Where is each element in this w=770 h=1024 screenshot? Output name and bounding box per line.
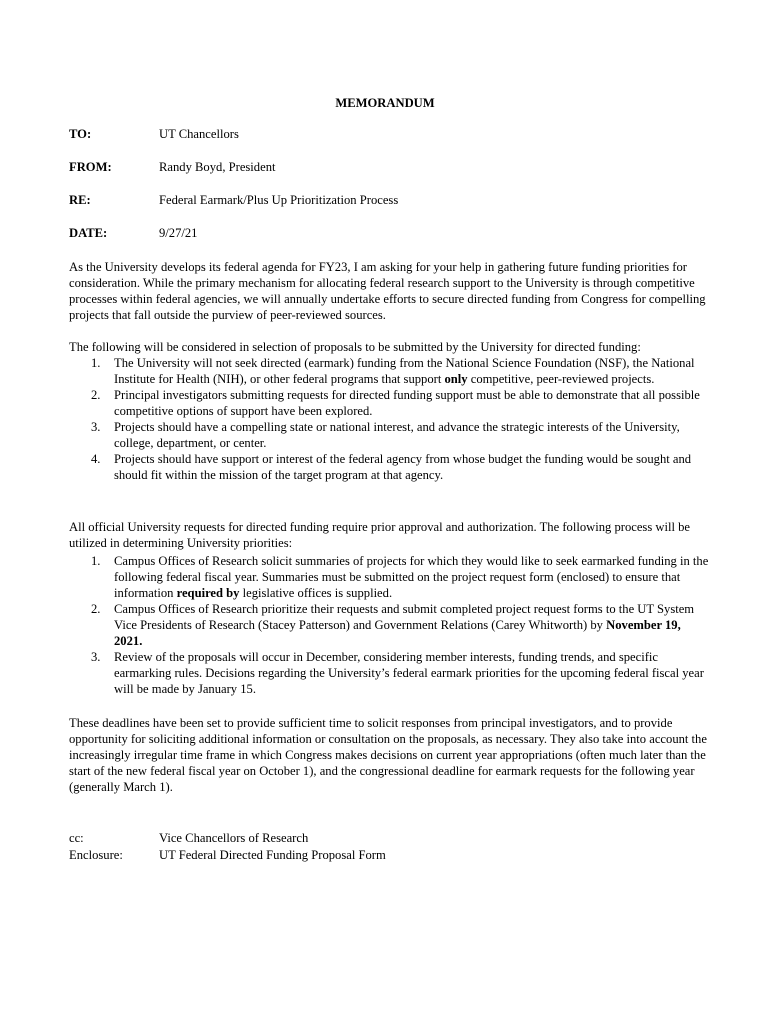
intro-paragraph: As the University develops its federal agenda for FY23, I am asking for your help in gathering future funding priorities for consideration. While the primary mechanism for allocating federal research support to the University is through competitive processes within federal agencies, we will annually undertake efforts to secure directed funding from Congress for compelling projects that fall outside the purview of peer-reviewed sources.: [69, 260, 706, 322]
cc-value: Vice Chancellors of Research: [159, 831, 309, 845]
date-label: DATE:: [69, 226, 108, 240]
list-item: 2. Campus Offices of Research prioritize their requests and submit completed project request forms to the UT System Vice Presidents of Research (Stacey Patterson) and Government Relations (Carey Whitworth) by November 19, 2021.: [91, 602, 695, 648]
list-item: 2. Principal investigators submitting requests for directed funding support must be able to demonstrate that all possible competitive options of support have been explored.: [91, 388, 700, 418]
enclosure-row: [69, 847, 709, 863]
process-lead: All official University requests for directed funding require prior approval and authorization. The following process will be utilized in determining University priorities:: [69, 520, 690, 550]
criteria-lead: The following will be considered in selection of proposals to be submitted by the University for directed funding:: [69, 340, 641, 354]
list-item: 3. Projects should have a compelling state or national interest, and advance the strategic interests of the University, college, department, or center.: [91, 420, 680, 450]
from-row: [69, 159, 709, 175]
enclosure-value: UT Federal Directed Funding Proposal Form: [159, 848, 386, 862]
memo-title: MEMORANDUM: [335, 96, 435, 110]
from-value: Randy Boyd, President: [159, 160, 276, 174]
re-label: RE:: [69, 193, 91, 207]
list-item: 4. Projects should have support or interest of the federal agency from whose budget the funding would be sought and should fit within the mission of the target program at that agency.: [91, 452, 692, 482]
to-row: [69, 126, 709, 142]
from-label: FROM:: [69, 160, 112, 174]
enclosure-label: Enclosure:: [69, 848, 123, 862]
to-value: UT Chancellors: [159, 127, 239, 141]
re-row: [69, 192, 709, 208]
to-label: TO:: [69, 127, 92, 141]
list-item: 3. Review of the proposals will occur in December, considering member interests, funding trends, and specific earmarking rules. Decisions regarding the University’s federal earmark priorities for the upcoming federal fiscal year will be made by January 15.: [91, 650, 704, 696]
closing-paragraph: These deadlines have been set to provide sufficient time to solicit responses from principal investigators, and to provide opportunity for soliciting additional information or consultation on the proposals, as necessary. They also take into account the increasingly irregular time frame in which Congress makes decisions on current year appropriations (often much later than the start of the new federal fiscal year on October 1), and the congressional deadline for earmark requests for the following year (generally March 1).: [69, 716, 707, 794]
date-row: [69, 225, 709, 241]
re-value: Federal Earmark/Plus Up Prioritization Process: [159, 193, 399, 207]
list-item: 1. Campus Offices of Research solicit summaries of projects for which they would like to seek earmarked funding in the following federal fiscal year. Summaries must be submitted on the project request form (enclosed) to ensure that information required by legislative offices is supplied.: [91, 554, 709, 600]
cc-label: cc:: [69, 831, 84, 845]
cc-row: [69, 830, 709, 846]
date-value: 9/27/21: [159, 226, 198, 240]
criteria-list: [69, 355, 711, 483]
list-item: 1. The University will not seek directed (earmark) funding from the National Science Foundation (NSF), the National Institute for Health (NIH), or other federal programs that support only competitive, peer-reviewed projects.: [91, 356, 695, 386]
process-list: [69, 553, 711, 697]
